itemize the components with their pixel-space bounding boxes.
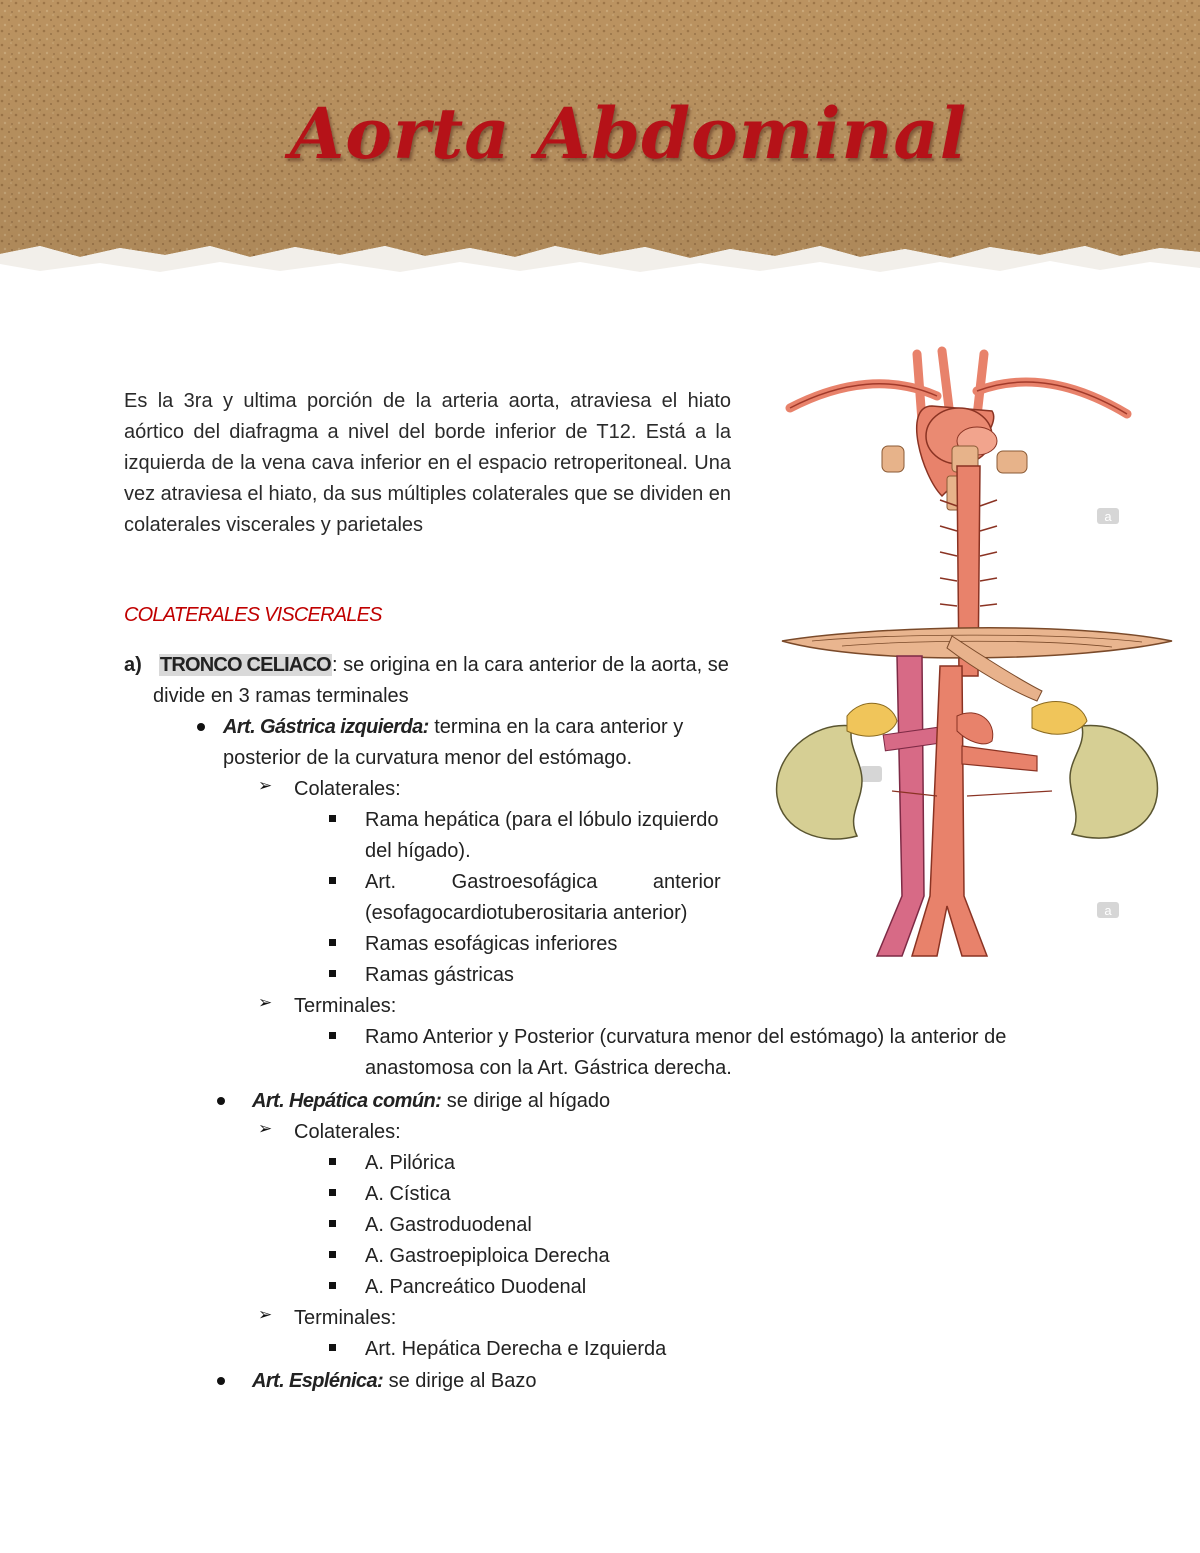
list-item: A. Pilórica — [365, 1152, 456, 1174]
square-bullet-icon — [329, 1189, 336, 1196]
list-marker: a) — [124, 654, 142, 676]
list-item: (esofagocardiotuberositaria anterior) — [365, 902, 688, 924]
arrow-bullet-icon: ➢ — [258, 1119, 273, 1139]
hepatica-terminales-label: Terminales: — [294, 1307, 397, 1329]
square-bullet-icon — [329, 1344, 336, 1351]
esplenica-item: Art. Esplénica: se dirige al Bazo — [252, 1370, 537, 1392]
hepatica-comun-item: Art. Hepática común: se dirige al hígado — [252, 1090, 611, 1112]
hepatica-colaterales-label: Colaterales: — [294, 1121, 401, 1143]
list-item: Ramo Anterior y Posterior (curvatura menor del estómago) la anterior de — [365, 1026, 1007, 1048]
intro-paragraph: Es la 3ra y ultima porción de la arteria aorta, atraviesa el hiato aórtico del diafragma a nivel del borde inferior de T12. Está a la izquierda de la vena cava inferior en el espacio retroperitoneal. Una vez atraviesa el hiato, da sus múltiples colaterales que se dividen en colaterales viscerales y parietales — [124, 390, 732, 536]
bullet-dot-icon — [217, 1097, 225, 1105]
list-item: Art. Gastroesofágica anterior — [365, 871, 721, 893]
aorta-illustration — [752, 336, 1192, 976]
hepatica-comun-name: Art. Hepática común: — [252, 1090, 442, 1112]
list-item: A. Gastroepiploica Derecha — [365, 1245, 610, 1267]
list-item: Rama hepática (para el lóbulo izquierdo — [365, 809, 719, 831]
list-item: Art. Hepática Derecha e Izquierda — [365, 1338, 667, 1360]
list-item: del hígado). — [365, 840, 471, 862]
header-banner — [0, 0, 1200, 300]
item-a-text-line2: divide en 3 ramas terminales — [153, 685, 409, 707]
square-bullet-icon — [329, 877, 336, 884]
list-item: A. Pancreático Duodenal — [365, 1276, 587, 1298]
section-heading: COLATERALES VISCERALES — [124, 604, 382, 626]
square-bullet-icon — [329, 815, 336, 822]
page-title: Aorta Abdominal — [290, 92, 968, 175]
arrow-bullet-icon: ➢ — [258, 1305, 273, 1325]
square-bullet-icon — [329, 1032, 336, 1039]
watermark-mark: a — [1104, 509, 1112, 524]
gastrica-izquierda-line2: posterior de la curvatura menor del estómago. — [223, 747, 633, 769]
watermark-mark: a — [1104, 903, 1112, 918]
arrow-bullet-icon: ➢ — [258, 776, 273, 796]
square-bullet-icon — [329, 1251, 336, 1258]
list-item: anastomosa con la Art. Gástrica derecha. — [365, 1057, 732, 1079]
square-bullet-icon — [329, 1158, 336, 1165]
tronco-celiaco-title: TRONCO CELIACO — [159, 654, 331, 676]
gastrica-izquierda-name: Art. Gástrica izquierda — [223, 716, 423, 738]
aorta-anatomy-image — [752, 336, 1192, 976]
item-a-text: : se origina en la cara anterior de la aorta, se — [331, 654, 729, 676]
bullet-dot-icon — [217, 1377, 225, 1385]
square-bullet-icon — [329, 1282, 336, 1289]
list-item: A. Gastroduodenal — [365, 1214, 532, 1236]
square-bullet-icon — [329, 939, 336, 946]
gastrica-terminales-label: Terminales: — [294, 995, 397, 1017]
bullet-dot-icon — [197, 723, 205, 731]
list-item: Ramas esofágicas inferiores — [365, 933, 618, 955]
esplenica-name: Art. Esplénica: — [252, 1370, 384, 1392]
gastrica-colaterales-label: Colaterales: — [294, 778, 401, 800]
square-bullet-icon — [329, 970, 336, 977]
arrow-bullet-icon: ➢ — [258, 993, 273, 1013]
list-item: A. Cística — [365, 1183, 451, 1205]
list-item: Ramas gástricas — [365, 964, 514, 986]
gastrica-izquierda-item: Art. Gástrica izquierda: termina en la cara anterior y — [223, 716, 684, 738]
square-bullet-icon — [329, 1220, 336, 1227]
list-item-a — [124, 650, 729, 681]
